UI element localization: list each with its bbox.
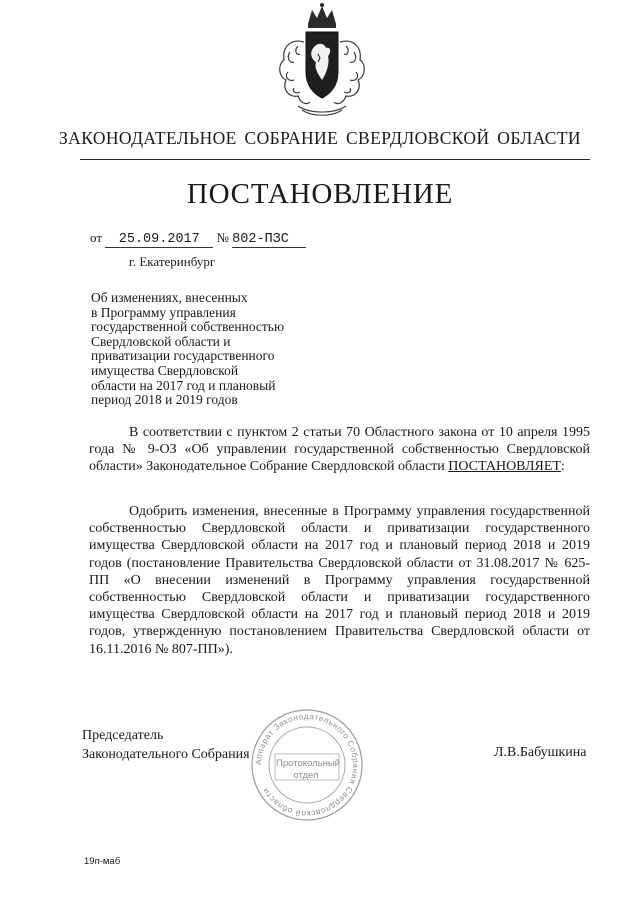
number-prefix: № xyxy=(216,230,229,245)
subject-line: Об изменениях, внесенных xyxy=(91,290,248,305)
signatory-position xyxy=(82,727,250,764)
subject-line: государственной собственностью xyxy=(91,319,285,335)
stamp-center-line: отдел xyxy=(293,770,319,781)
subject-line: приватизации государственного xyxy=(91,348,275,364)
legal-basis-paragraph xyxy=(89,424,590,476)
document-date: 25.09.2017 xyxy=(105,232,213,248)
subject-line: имущества Свердловской xyxy=(91,362,239,378)
decree-suffix: : xyxy=(560,459,565,475)
stamp-ring-text: Аппарат Законодательного Собрания Свердловской области xyxy=(253,711,361,819)
footer-code: 19п-маб xyxy=(84,856,121,867)
city-line: г. Екатеринбург xyxy=(129,254,216,269)
office-stamp-seal xyxy=(250,708,364,822)
subject-line: в Программу управления xyxy=(91,304,236,320)
date-number-line xyxy=(90,230,306,248)
position-line: Председатель xyxy=(82,728,164,743)
resolution-paragraph: Одобрить изменения, внесенные в Программу управления государственной собственностью Свердловской области и приватизации государственного имущества Свердловской области на 2017 год и плановый период 2018 и 2019 годов (постановление Правительства Свердловской области от 31.08.2017 № 625-ПП «О внесении изменений в Программу управления государственной собственностью Свердловской области и приватизации государственного имущества Свердловской области на 2017 год и плановый период 2018 и 2019 годов, утвержденную постановлением Правительства Свердловской области от 16.11.2016 № 807-ПП»). xyxy=(89,504,590,657)
decree-word: ПОСТАНОВЛЯЕТ xyxy=(448,459,561,475)
stamp-center-line: Протокольный xyxy=(276,758,340,769)
coat-of-arms-emblem xyxy=(268,2,376,120)
supporter-animal-right-icon xyxy=(334,41,364,104)
subject-line: Свердловской области и xyxy=(91,333,231,349)
subject-line: период 2018 и 2019 годов xyxy=(91,392,238,408)
title-divider xyxy=(80,159,590,160)
supporter-animal-left-icon xyxy=(280,41,310,104)
subject-line: области на 2017 год и плановый xyxy=(91,377,276,393)
shield-icon xyxy=(306,32,338,98)
legal-basis-text: В соответствии с пунктом 2 статьи 70 Областного закона от 10 апреля 1995 года № 9-ОЗ «Об управлении государственной собственностью Свердловской области» Законодательное Собрание Свердловской области xyxy=(89,425,590,475)
organization-title: ЗАКОНОДАТЕЛЬНОЕ СОБРАНИЕ СВЕРДЛОВСКОЙ ОБЛАСТИ xyxy=(59,128,581,148)
position-line: Законодательного Собрания xyxy=(82,746,250,762)
date-prefix: от xyxy=(90,230,103,245)
document-subject xyxy=(91,291,351,408)
signatory-name: Л.В.Бабушкина xyxy=(494,745,587,760)
document-type-title: ПОСТАНОВЛЕНИЕ xyxy=(186,178,454,210)
ribbon-icon xyxy=(298,106,346,115)
crown-icon xyxy=(308,3,336,28)
document-number: 802-ПЗС xyxy=(232,232,306,248)
